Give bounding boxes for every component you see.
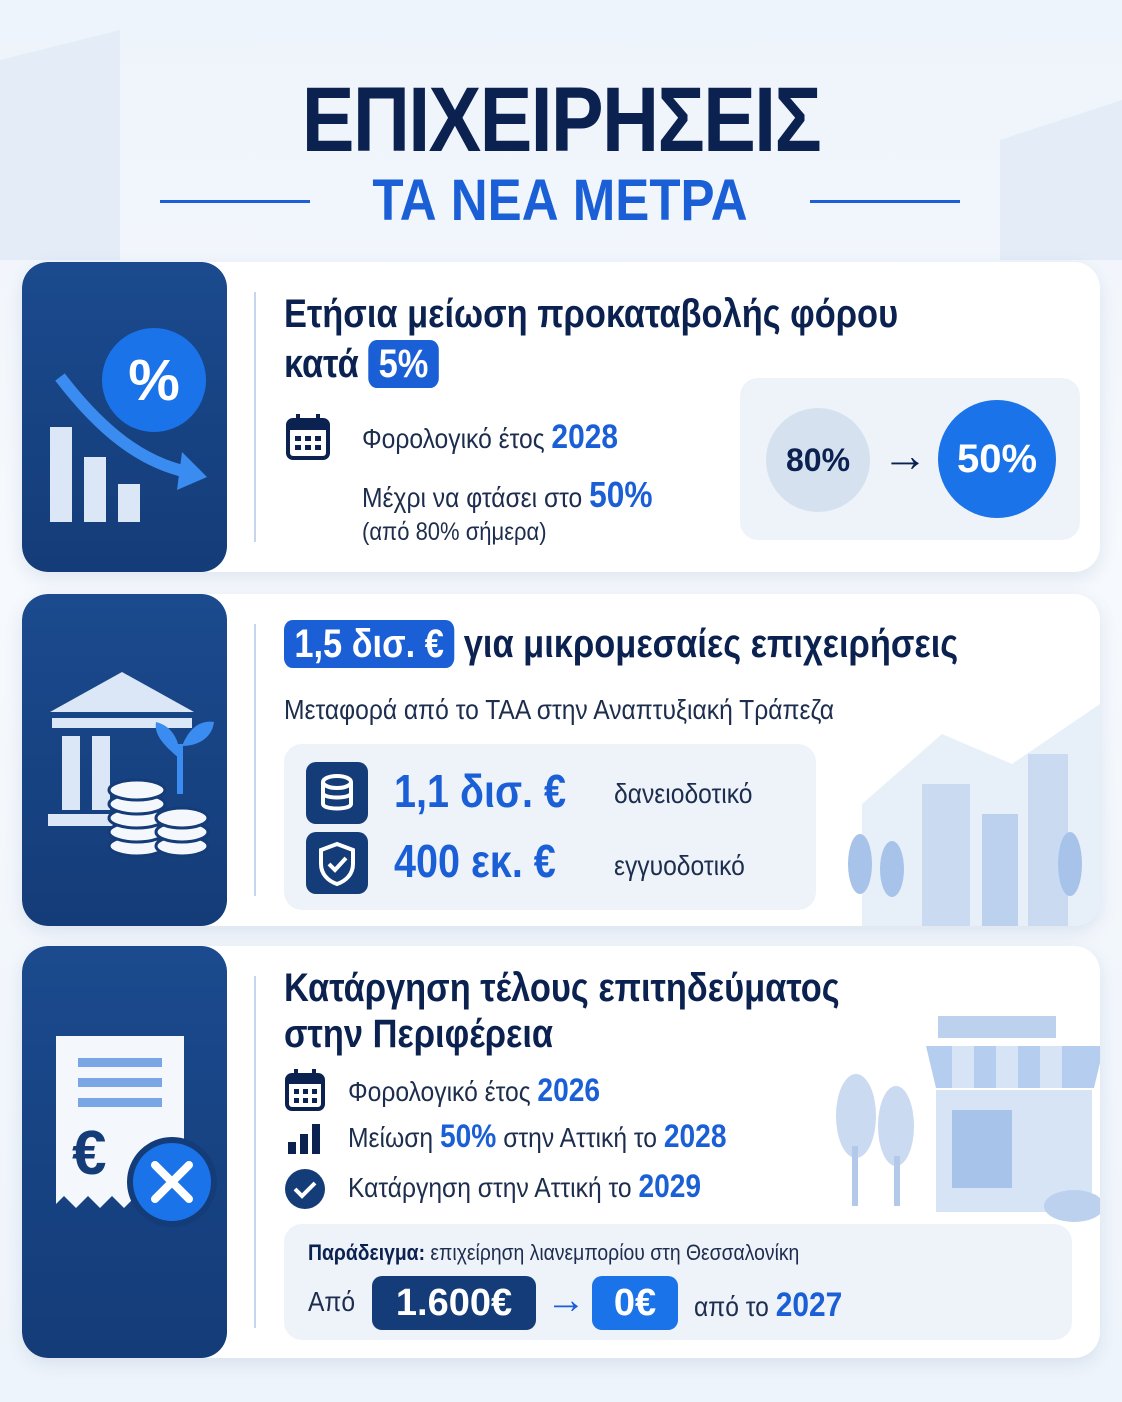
card3-row2-pct: 50% — [439, 1118, 497, 1154]
card1-divider — [254, 292, 256, 542]
card3-row1-year: 2026 — [537, 1072, 601, 1108]
card3-row2 — [348, 1118, 726, 1155]
subtitle-divider-right — [810, 200, 960, 203]
card3-since-word: από το — [694, 1291, 769, 1322]
svg-text:%: % — [128, 348, 180, 413]
card3-heading-line1: Κατάργηση τέλους επιτηδεύματος — [284, 966, 840, 1010]
card2-item2-amount: 400 εκ. € — [394, 835, 556, 887]
card2-divider — [254, 624, 256, 896]
shield-check-icon — [306, 832, 368, 894]
calendar-icon — [284, 1068, 326, 1112]
card3-from-amount: 1.600€ — [372, 1276, 536, 1330]
bar-chart-icon — [286, 1122, 324, 1156]
calendar-icon — [284, 412, 332, 462]
card1-fiscal-year: 2028 — [551, 418, 618, 456]
card3-from-word: Από — [308, 1286, 356, 1317]
card1-icon-panel — [22, 262, 227, 572]
card3-icon-panel — [22, 946, 227, 1358]
card2-item2-label: εγγυοδοτικό — [614, 850, 745, 881]
card2-heading — [284, 620, 958, 668]
card3-row2-b: στην Αττική το — [503, 1122, 657, 1153]
card3-row3-year: 2029 — [638, 1168, 702, 1204]
card1-heading-prefix: κατά — [284, 342, 359, 386]
card3-example-text: επιχείρηση λιανεμπορίου στη Θεσσαλονίκη — [430, 1240, 800, 1265]
receipt-cancel-icon — [22, 946, 227, 1358]
card3-row3-text: Κατάργηση στην Αττική το — [348, 1172, 632, 1203]
card3-since-year: 2027 — [775, 1286, 843, 1324]
card3-row2-a: Μείωση — [348, 1122, 434, 1153]
card3-example-label: Παράδειγμα: — [308, 1240, 426, 1265]
card1-heading-line1: Ετήσια μείωση προκαταβολής φόρου — [284, 292, 899, 336]
card3-row1 — [348, 1072, 600, 1109]
card1-fiscal-prefix: Φορολογικό έτος — [362, 423, 545, 454]
page-subtitle: ΤΑ ΝΕΑ ΜΕΤΡΑ — [372, 168, 748, 233]
card3-to-amount: 0€ — [592, 1276, 678, 1330]
card2-heading-rest: για μικρομεσαίες επιχειρήσεις — [463, 622, 959, 666]
card1-from-note: (από 80% σήμερα) — [362, 518, 547, 546]
card2-icon-panel — [22, 594, 227, 926]
card1-heading-line2 — [284, 340, 439, 388]
card3-row2-year: 2028 — [663, 1118, 727, 1154]
subtitle-row — [160, 170, 960, 232]
check-circle-icon — [284, 1168, 326, 1210]
card1-reach-prefix: Μέχρι να φτάσει στο — [362, 482, 583, 513]
card3-example-panel — [284, 1224, 1072, 1340]
card2-item1-label: δανειοδοτικό — [614, 778, 753, 809]
card1-fiscal-line — [362, 418, 618, 457]
card3-row1-prefix: Φορολογικό έτος — [348, 1076, 531, 1107]
bank-coins-icon — [22, 594, 227, 926]
card1-reach-line — [362, 474, 653, 516]
card1-arrow: → — [882, 429, 928, 481]
card3-example-line — [308, 1240, 799, 1266]
database-stack-icon — [306, 762, 368, 824]
page-title: ΕΠΙΧΕΙΡΗΣΕΙΣ — [301, 69, 821, 171]
percent-decline-icon — [22, 262, 227, 572]
svg-text:€: € — [72, 1119, 107, 1188]
shop-illustration — [812, 1006, 1100, 1226]
card2-amounts-panel — [284, 744, 816, 910]
card1-heading-pill: 5% — [368, 340, 438, 388]
card-advance-tax — [22, 262, 1100, 572]
card2-heading-pill: 1,5 δισ. € — [284, 620, 454, 668]
card3-since — [694, 1286, 842, 1325]
card1-reach-value: 50% — [589, 474, 653, 515]
card1-from-circle: 80% — [766, 408, 870, 512]
card2-item1-amount: 1,1 δισ. € — [394, 765, 567, 817]
card3-heading-line2: στην Περιφέρεια — [284, 1012, 554, 1056]
card3-arrow: → — [546, 1278, 586, 1322]
card-business-levy — [22, 946, 1100, 1358]
card1-comparison-panel — [740, 378, 1080, 540]
card-sme-funding — [22, 594, 1100, 926]
card3-divider — [254, 976, 256, 1328]
card2-transfer-text: Μεταφορά από το ΤΑΑ στην Αναπτυξιακή Τράπεζα — [284, 694, 834, 725]
card3-row3 — [348, 1168, 701, 1205]
card1-to-circle: 50% — [938, 400, 1056, 518]
city-illustration — [822, 694, 1100, 926]
